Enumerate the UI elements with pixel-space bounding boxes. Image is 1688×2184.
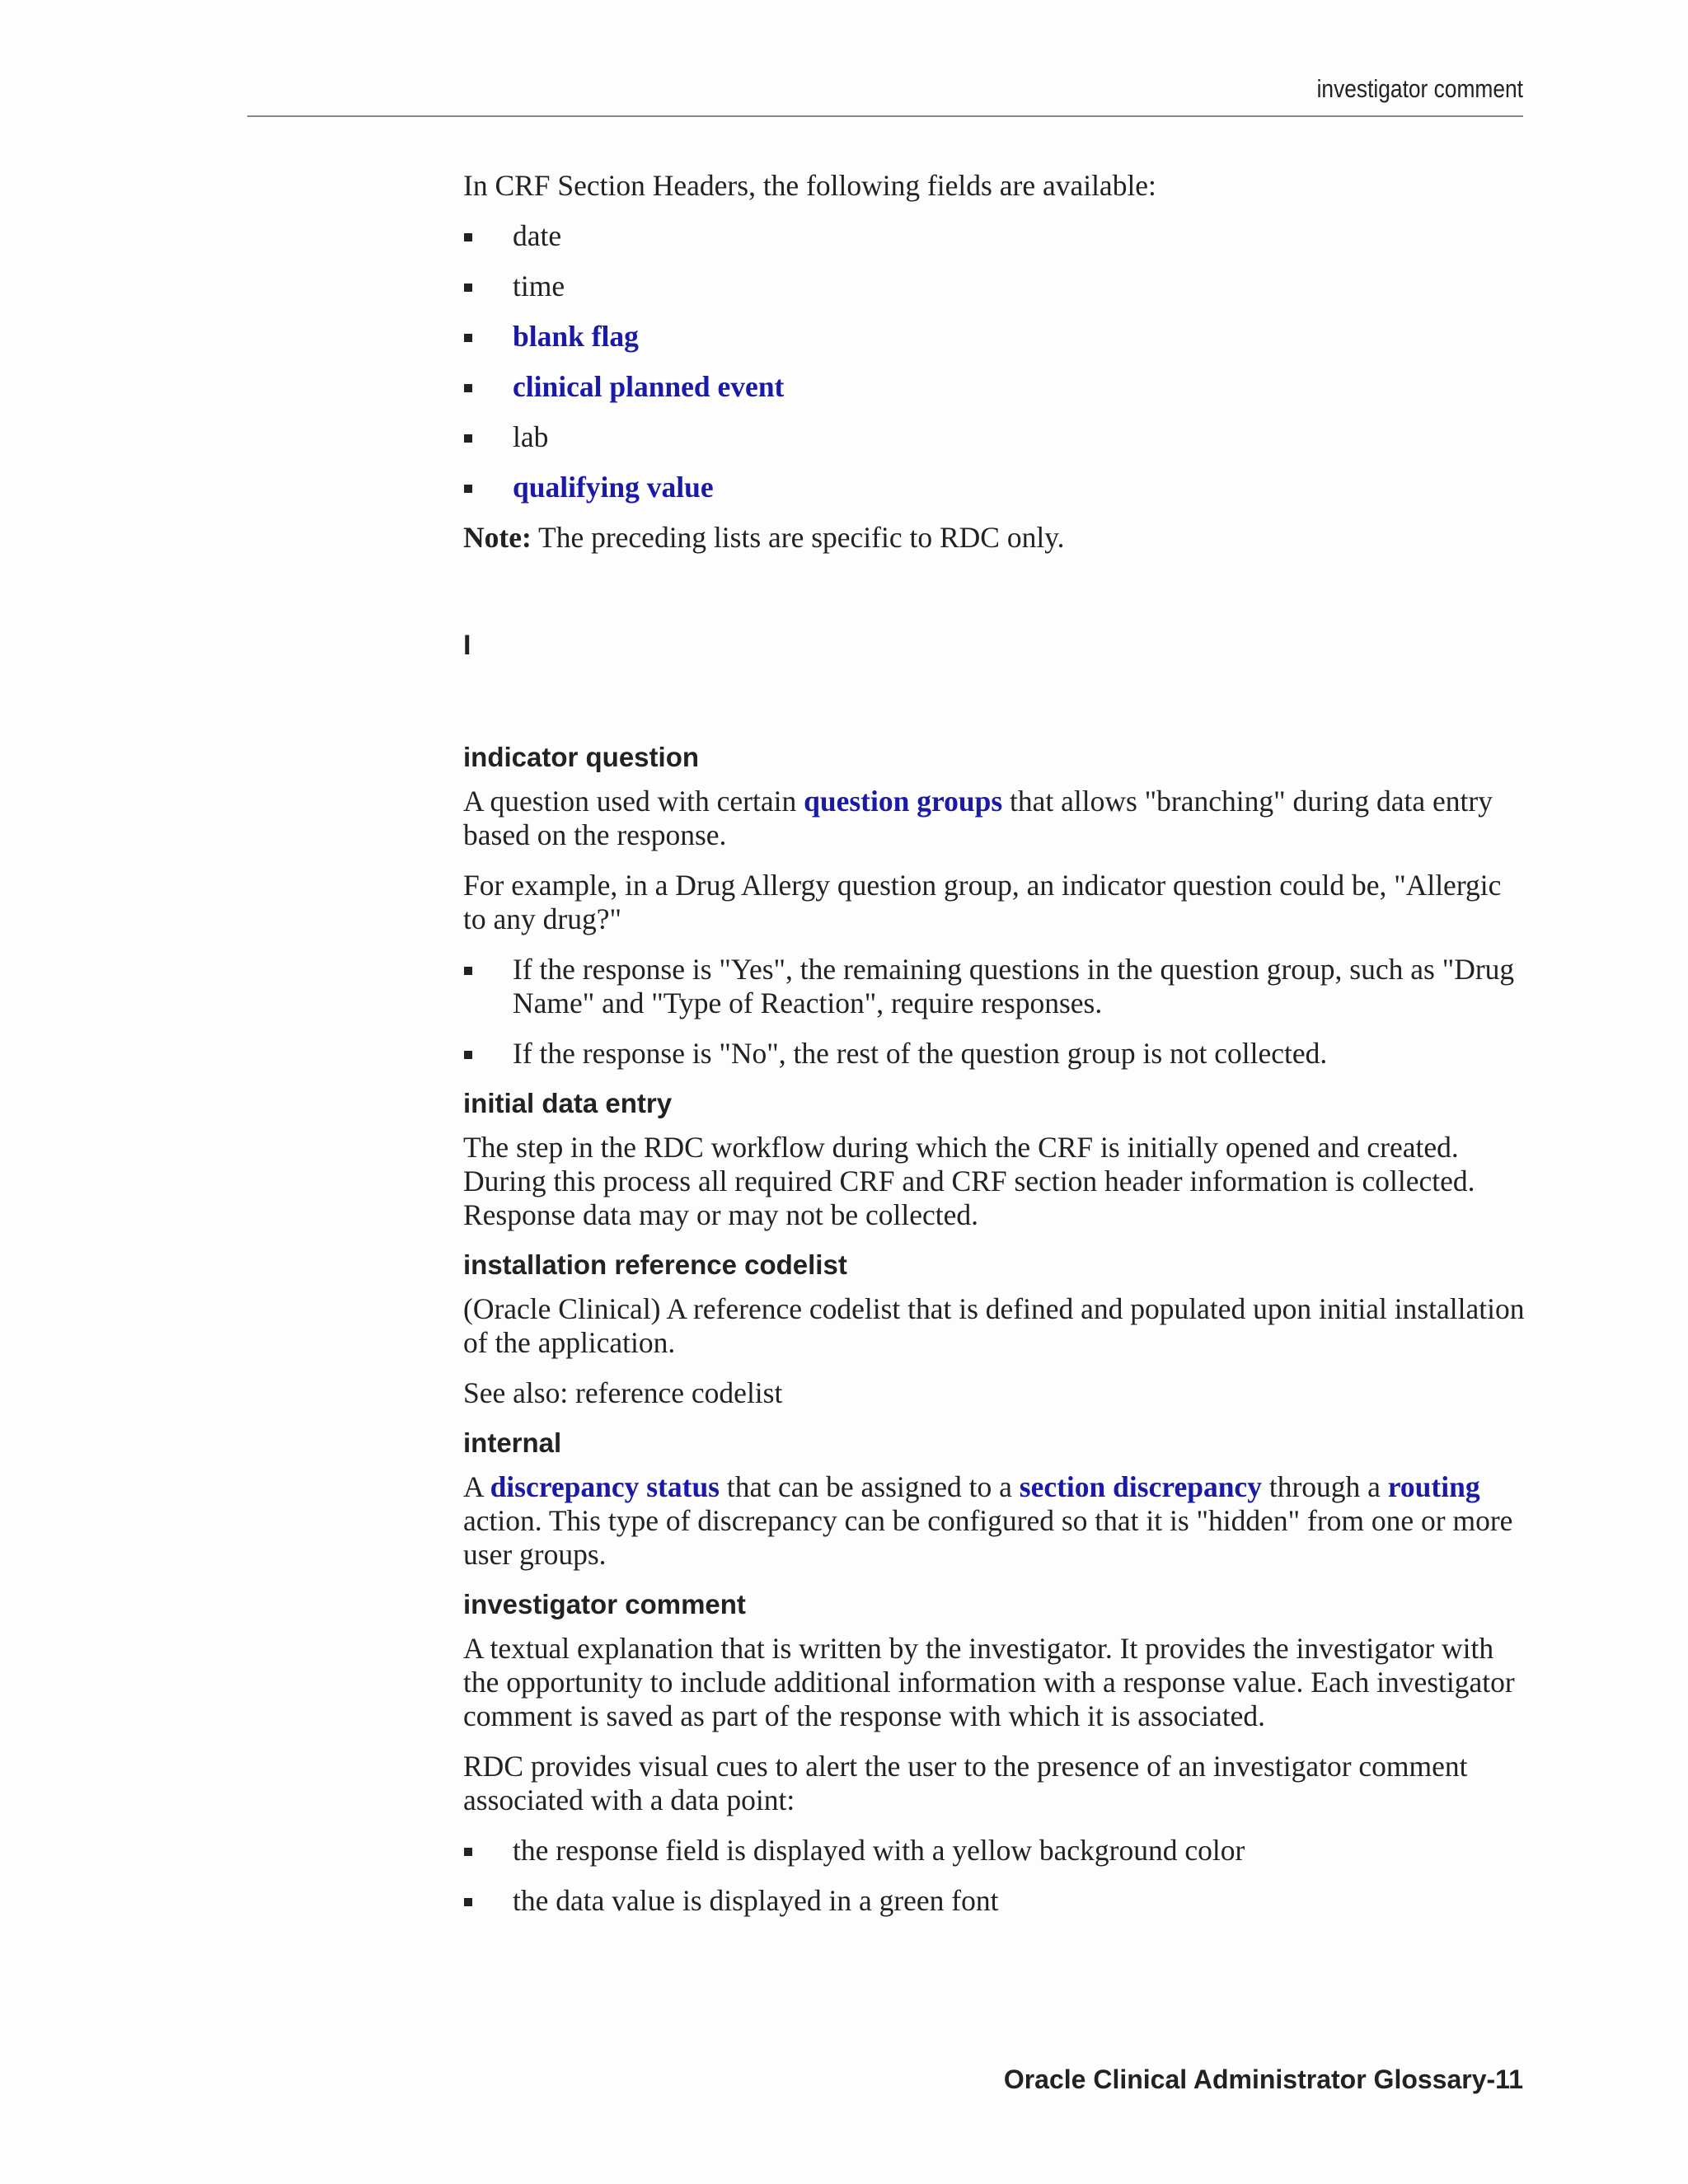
visual-cues-intro: RDC provides visual cues to alert the user to the presence of an investigator comment associated with a data point:: [463, 1750, 1468, 1816]
definition-text: that can be assigned to a: [720, 1470, 1020, 1503]
field-label: lab: [513, 420, 549, 453]
bullet-icon: [464, 485, 472, 493]
qualifying-value-link[interactable]: qualifying value: [513, 471, 714, 504]
note-label: Note:: [463, 521, 532, 554]
section-discrepancy-link[interactable]: section discrepancy: [1019, 1470, 1262, 1503]
routing-link[interactable]: routing: [1387, 1470, 1480, 1503]
blank-flag-link[interactable]: blank flag: [513, 320, 639, 353]
indicator-question-bullets: [463, 953, 1526, 1071]
list-item: [463, 1834, 1526, 1868]
running-header: investigator comment: [1316, 74, 1523, 103]
list-item: [463, 1037, 1526, 1071]
page-content: [463, 169, 1526, 1934]
bullet-icon: [464, 1848, 472, 1856]
term-indicator-question: indicator question: [463, 742, 700, 772]
field-list: [463, 219, 1526, 504]
bullet-icon: [464, 434, 472, 443]
bullet-icon: [464, 967, 472, 975]
field-label: date: [513, 219, 562, 252]
bullet-icon: [464, 1898, 472, 1906]
page-footer: Oracle Clinical Administrator Glossary-11: [1003, 2064, 1523, 2094]
list-item-text: the response field is displayed with a yellow background color: [513, 1834, 1245, 1867]
definition-indicator-question: [463, 785, 1526, 852]
note-text: The preceding lists are specific to RDC only.: [531, 521, 1065, 554]
definition-text: action. This type of discrepancy can be configured so that it is "hidden" from one or more user groups.: [463, 1504, 1513, 1571]
see-also: See also: reference codelist: [463, 1376, 783, 1409]
field-item-qualifying-value: [463, 471, 1526, 504]
definition-text: A: [463, 1470, 490, 1503]
definition-text: that allows "branching" during data entry based on the response.: [463, 785, 1493, 851]
definition-investigator-comment: A textual explanation that is written by the investigator. It provides the investigator with the opportunity to include additional information with a response value. Each investigator comment is saved as part of the response with which it is associated.: [463, 1632, 1515, 1732]
definition-internal: [463, 1470, 1526, 1572]
field-item-lab: [463, 420, 1526, 454]
list-item-text: If the response is "Yes", the remaining questions in the question group, such as "Drug Name" and "Type of Reaction", require responses.: [513, 953, 1515, 1019]
field-item-date: [463, 219, 1526, 253]
section-letter: I: [463, 630, 471, 661]
header-rule: [247, 115, 1523, 117]
definition-text: A question used with certain: [463, 785, 804, 818]
field-item-blank-flag: [463, 320, 1526, 354]
example-indicator-question: For example, in a Drug Allergy question group, an indicator question could be, "Allergic to any drug?": [463, 869, 1502, 935]
bullet-icon: [464, 233, 472, 241]
list-item: [463, 1884, 1526, 1918]
field-item-clinical-planned-event: [463, 370, 1526, 404]
list-item-text: the data value is displayed in a green font: [513, 1884, 999, 1917]
visual-cues-list: [463, 1834, 1526, 1918]
definition-installation-reference-codelist: (Oracle Clinical) A reference codelist that is defined and populated upon initial installation of the application.: [463, 1292, 1525, 1359]
field-label: time: [513, 269, 565, 302]
clinical-planned-event-link[interactable]: clinical planned event: [513, 370, 785, 403]
intro-text: In CRF Section Headers, the following fields are available:: [463, 169, 1156, 202]
field-item-time: [463, 269, 1526, 303]
definition-text: through a: [1261, 1470, 1388, 1503]
bullet-icon: [464, 1051, 472, 1059]
term-initial-data-entry: initial data entry: [463, 1088, 673, 1118]
list-item-text: If the response is "No", the rest of the question group is not collected.: [513, 1037, 1328, 1070]
term-installation-reference-codelist: installation reference codelist: [463, 1249, 847, 1280]
discrepancy-status-link[interactable]: discrepancy status: [490, 1470, 720, 1503]
bullet-icon: [464, 384, 472, 392]
note: [463, 521, 1526, 555]
bullet-icon: [464, 284, 472, 292]
definition-initial-data-entry: The step in the RDC workflow during which the CRF is initially opened and created. During this process all required CRF and CRF section header information is collected. Response data may or may not be collected.: [463, 1131, 1475, 1231]
term-investigator-comment: investigator comment: [463, 1589, 746, 1619]
bullet-icon: [464, 334, 472, 342]
term-internal: internal: [463, 1427, 562, 1458]
question-groups-link[interactable]: question groups: [804, 785, 1003, 818]
list-item: [463, 953, 1526, 1020]
